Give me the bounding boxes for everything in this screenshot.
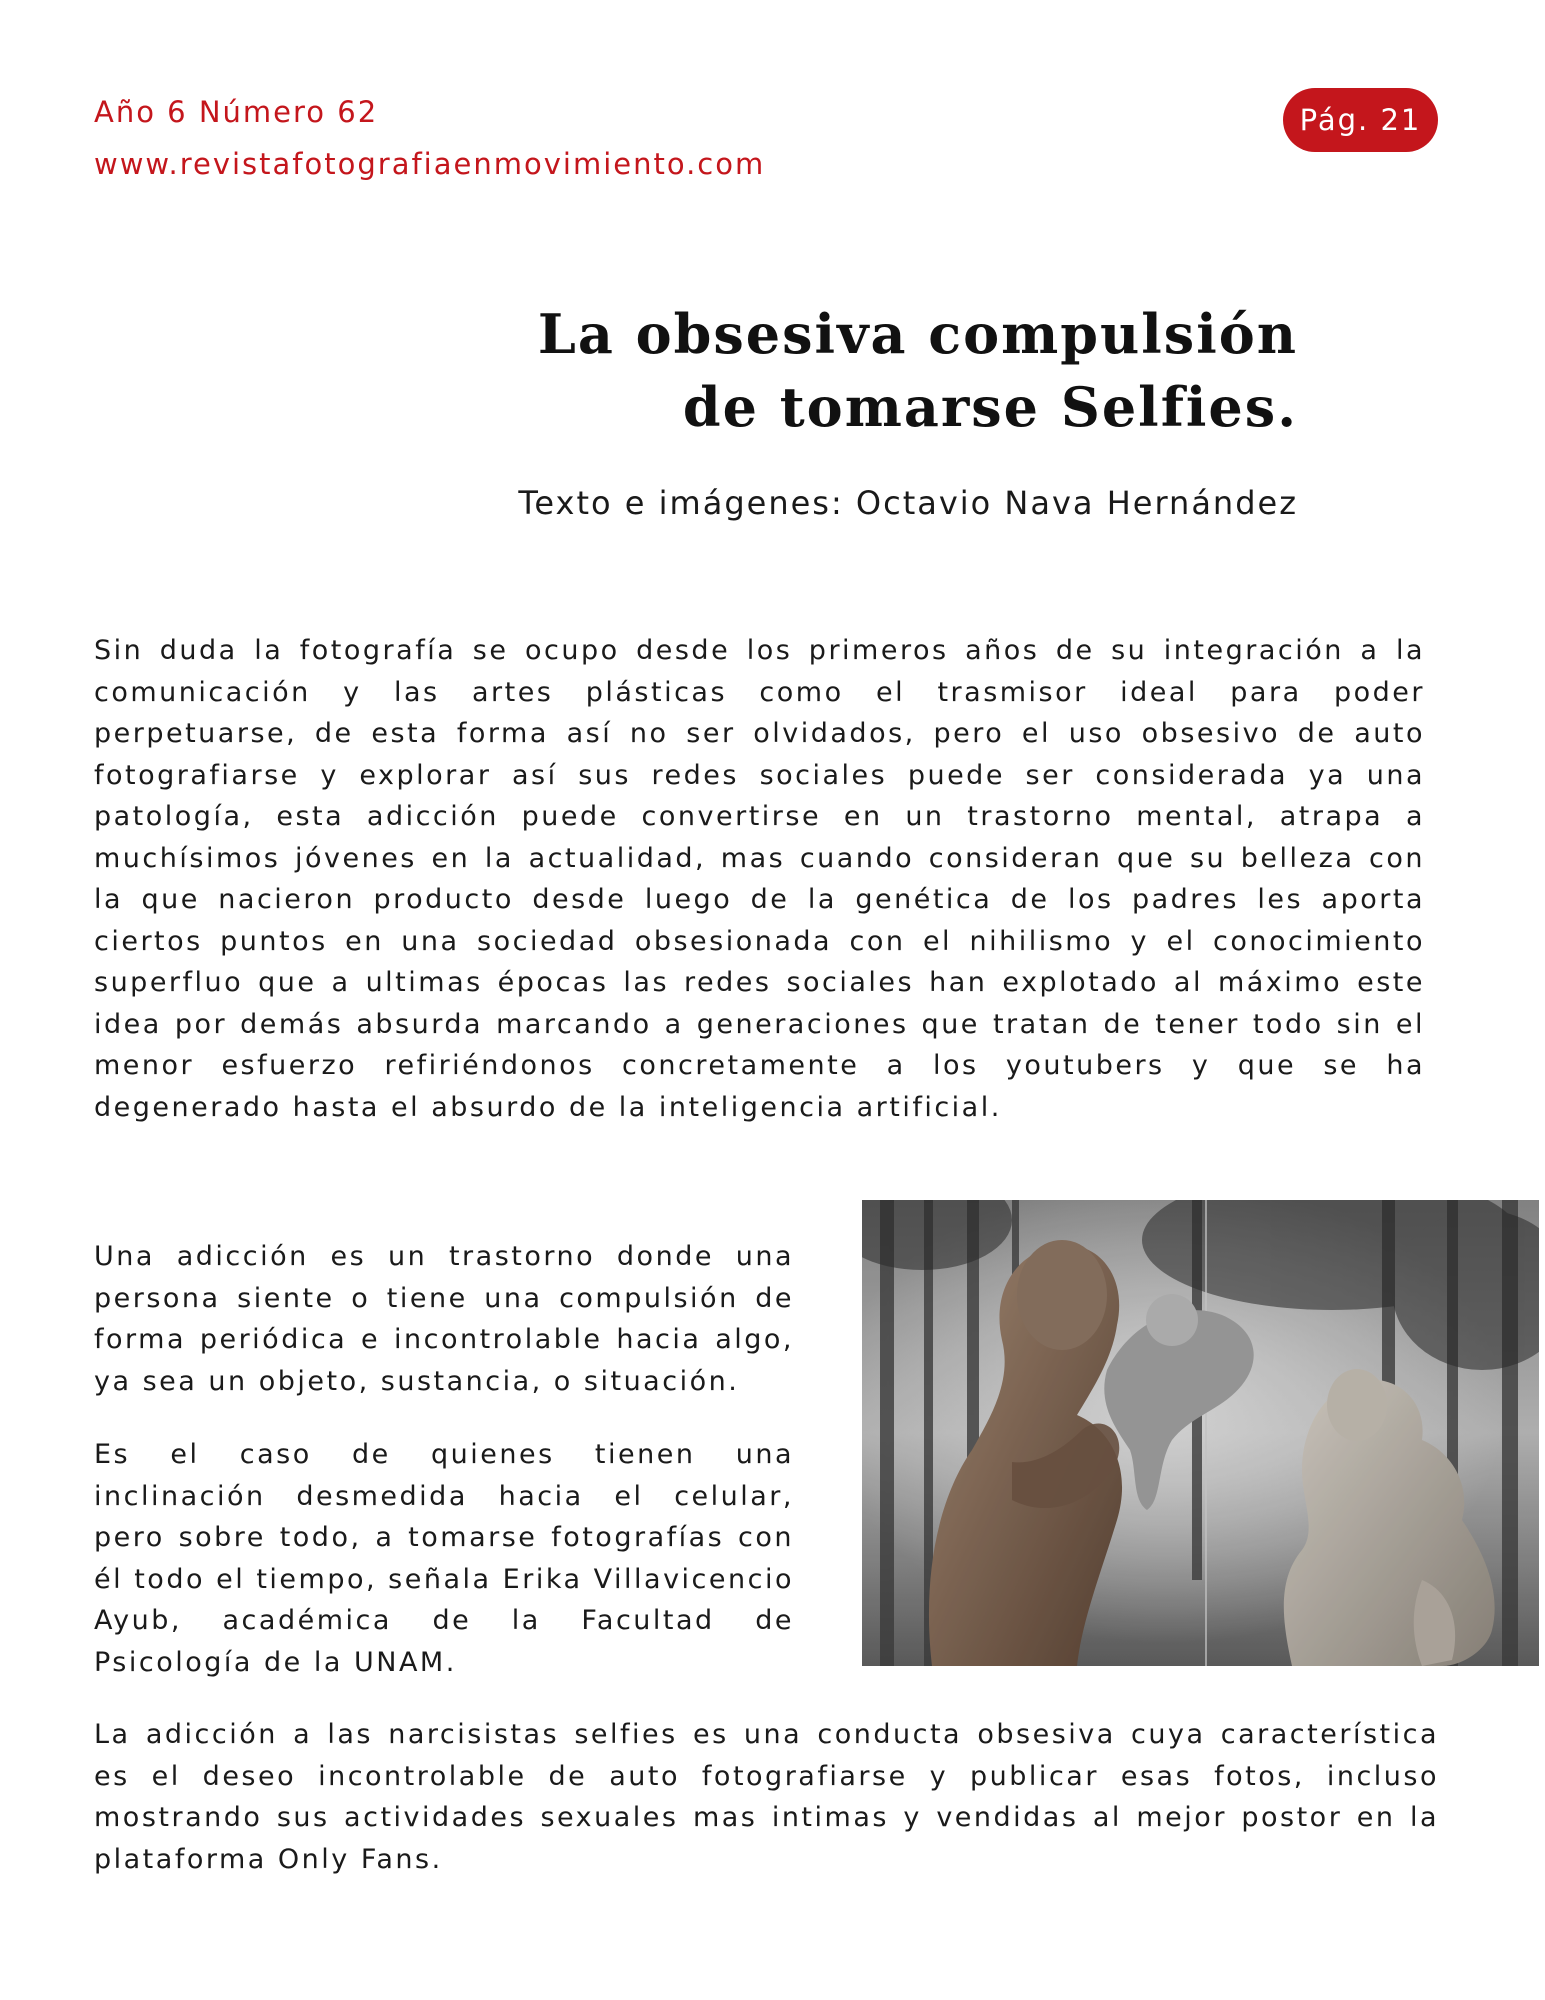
issue-header (94, 86, 765, 190)
article-byline: Texto e imágenes: Octavio Nava Hernández (518, 484, 1298, 522)
website-link[interactable]: www.revistafotografiaenmovimiento.com (94, 147, 766, 181)
body-paragraph-2: Una adicción es un trastorno donde una persona siente o tiene una compulsión de forma periódica e incontrolable hacia algo, ya sea un objeto, sustancia, o situación. (94, 1241, 794, 1397)
page-number-badge: Pág. 21 (1283, 88, 1438, 152)
title-line-1: La obsesiva compulsión (537, 302, 1298, 366)
collage-illustration (862, 1200, 1539, 1666)
article-title (538, 298, 1298, 444)
title-line-2: de tomarse Selfies. (682, 375, 1298, 439)
issue-number: Año 6 Número 62 (94, 95, 379, 129)
article-photo-collage (862, 1200, 1539, 1666)
body-paragraph-3: Es el caso de quienes tienen una inclinación desmedida hacia el celular, pero sobre todo, a tomarse fotografías con él todo el tiempo, señala Erika Villavicencio Ayub, académica de la Facultad de Psicología de la UNAM. (94, 1439, 794, 1678)
body-paragraph-4: La adicción a las narcisistas selfies es una conducta obsesiva cuya característica es el deseo incontrolable de auto fotografiarse y publicar esas fotos, incluso mostrando sus actividades sexuales mas intimas y vendidas al mejor postor en la plataforma Only Fans. (94, 1719, 1439, 1875)
body-paragraph-1: Sin duda la fotografía se ocupo desde los primeros años de su integración a la comunicación y las artes plásticas como el trasmisor ideal para poder perpetuarse, de esta forma así no ser olvidados, pero el uso obsesivo de auto fotografiarse y explorar así sus redes sociales puede ser considerada ya una patología, esta adicción puede convertirse en un trastorno mental, atrapa a muchísimos jóvenes en la actualidad, mas cuando consideran que su belleza con la que nacieron producto desde luego de la genética de los padres les aporta ciertos puntos en una sociedad obsesionada con el nihilismo y el conocimiento superfluo que a ultimas épocas las redes sociales han explotado al máximo este idea por demás absurda marcando a generaciones que tratan de tener todo sin el menor esfuerzo refiriéndonos concretamente a los youtubers y que se ha degenerado hasta el absurdo de la inteligencia artificial. (94, 635, 1425, 1123)
